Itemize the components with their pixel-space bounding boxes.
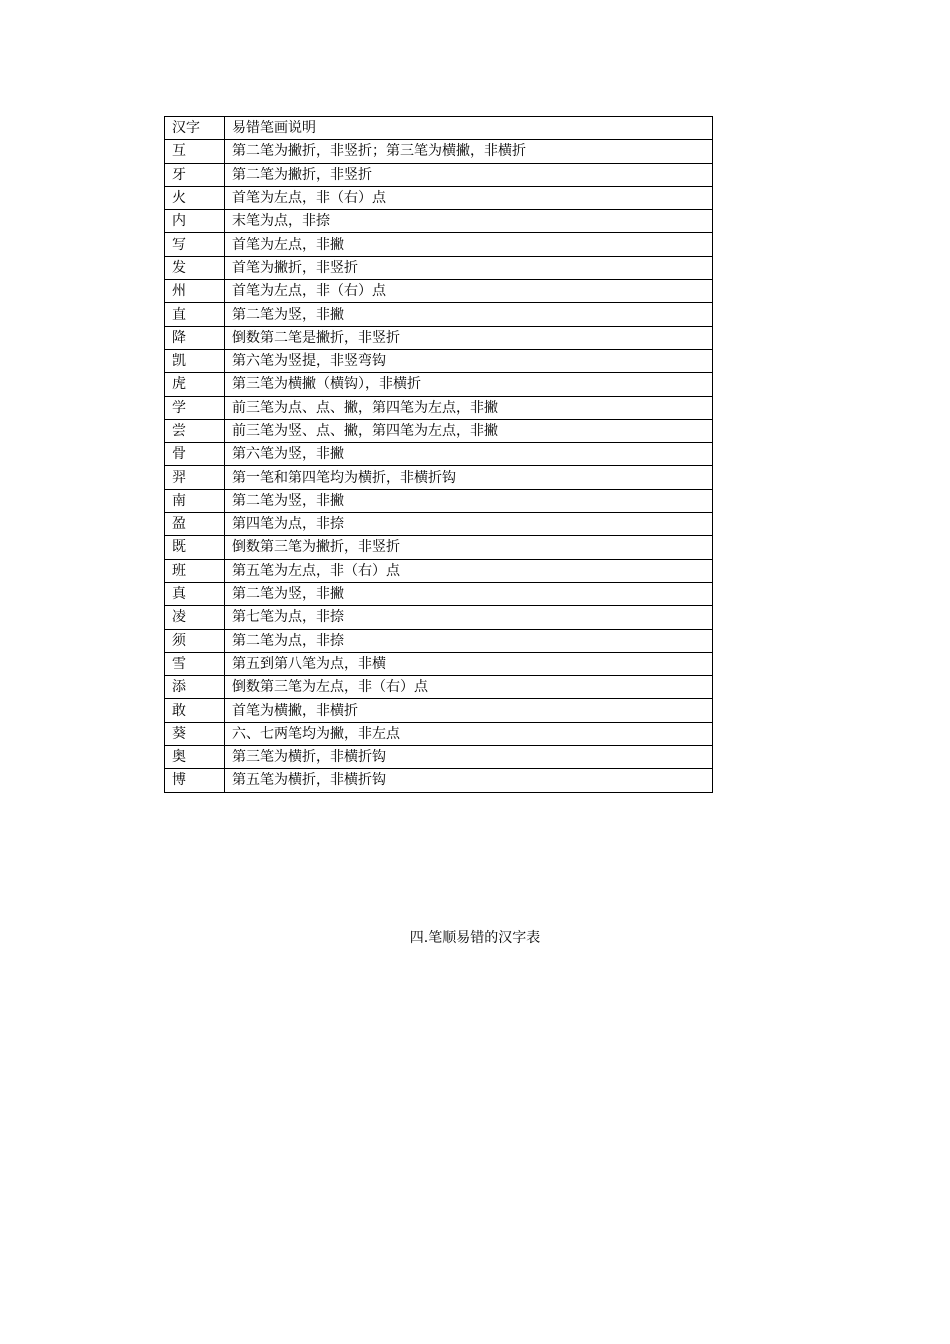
row-note: 倒数第三笔为撇折，非竖折 <box>225 536 713 559</box>
row-note: 前三笔为竖、点、撇，第四笔为左点，非撇 <box>225 419 713 442</box>
row-note: 第三笔为横撇（横钩），非横折 <box>225 373 713 396</box>
row-note: 第二笔为撇折，非竖折；第三笔为横撇，非横折 <box>225 140 713 163</box>
row-note: 第六笔为竖提，非竖弯钩 <box>225 349 713 372</box>
row-note: 倒数第三笔为左点，非（右）点 <box>225 676 713 699</box>
row-character: 发 <box>165 256 225 279</box>
row-note: 末笔为点，非捺 <box>225 210 713 233</box>
row-character: 添 <box>165 676 225 699</box>
row-character: 葵 <box>165 722 225 745</box>
table-row <box>165 676 713 699</box>
row-character: 内 <box>165 210 225 233</box>
table-row <box>165 699 713 722</box>
stroke-error-table <box>164 116 713 793</box>
row-note: 首笔为左点，非（右）点 <box>225 280 713 303</box>
table-row <box>165 629 713 652</box>
row-character: 骨 <box>165 443 225 466</box>
table-row <box>165 210 713 233</box>
table-row <box>165 606 713 629</box>
table-row <box>165 769 713 792</box>
table-row <box>165 233 713 256</box>
row-character: 雪 <box>165 652 225 675</box>
row-note: 第四笔为点，非捺 <box>225 513 713 536</box>
row-character: 须 <box>165 629 225 652</box>
row-character: 虎 <box>165 373 225 396</box>
table-header-row <box>165 117 713 140</box>
table-row <box>165 396 713 419</box>
section-title: 四.笔顺易错的汉字表 <box>409 930 541 946</box>
table-row <box>165 303 713 326</box>
row-note: 首笔为撇折，非竖折 <box>225 256 713 279</box>
row-character: 尝 <box>165 419 225 442</box>
row-note: 第二笔为竖，非撇 <box>225 582 713 605</box>
row-note: 首笔为左点，非（右）点 <box>225 186 713 209</box>
table-row <box>165 140 713 163</box>
table-row <box>165 280 713 303</box>
row-note: 第一笔和第四笔均为横折，非横折钩 <box>225 466 713 489</box>
row-note: 第七笔为点，非捺 <box>225 606 713 629</box>
table-row <box>165 373 713 396</box>
table-row <box>165 722 713 745</box>
row-character: 火 <box>165 186 225 209</box>
row-character: 奥 <box>165 746 225 769</box>
row-note: 首笔为左点，非撇 <box>225 233 713 256</box>
row-character: 直 <box>165 303 225 326</box>
table-row <box>165 489 713 512</box>
row-note: 第二笔为竖，非撇 <box>225 303 713 326</box>
row-note: 第二笔为竖，非撇 <box>225 489 713 512</box>
table-row <box>165 746 713 769</box>
row-character: 南 <box>165 489 225 512</box>
row-character: 写 <box>165 233 225 256</box>
row-character: 凯 <box>165 349 225 372</box>
row-note: 六、七两笔均为撇，非左点 <box>225 722 713 745</box>
table-row <box>165 466 713 489</box>
row-note: 第五笔为横折，非横折钩 <box>225 769 713 792</box>
row-character: 州 <box>165 280 225 303</box>
row-character: 既 <box>165 536 225 559</box>
row-note: 第二笔为撇折，非竖折 <box>225 163 713 186</box>
table-row <box>165 163 713 186</box>
row-character: 互 <box>165 140 225 163</box>
row-character: 敢 <box>165 699 225 722</box>
table-row <box>165 443 713 466</box>
table-row <box>165 513 713 536</box>
row-note: 前三笔为点、点、撇，第四笔为左点，非撇 <box>225 396 713 419</box>
table-row <box>165 582 713 605</box>
row-note: 第三笔为横折，非横折钩 <box>225 746 713 769</box>
row-character: 真 <box>165 582 225 605</box>
table-row <box>165 349 713 372</box>
row-note: 第五到第八笔为点，非横 <box>225 652 713 675</box>
row-note: 第二笔为点，非捺 <box>225 629 713 652</box>
row-character: 博 <box>165 769 225 792</box>
header-char: 汉字 <box>165 117 225 140</box>
row-character: 凌 <box>165 606 225 629</box>
row-note: 第五笔为左点，非（右）点 <box>225 559 713 582</box>
table-row <box>165 326 713 349</box>
table-row <box>165 536 713 559</box>
table-row <box>165 652 713 675</box>
table-body <box>165 140 713 792</box>
row-note: 倒数第二笔是撇折，非竖折 <box>225 326 713 349</box>
header-note: 易错笔画说明 <box>225 117 713 140</box>
row-character: 学 <box>165 396 225 419</box>
table-row <box>165 186 713 209</box>
table-row <box>165 559 713 582</box>
row-note: 首笔为横撇，非横折 <box>225 699 713 722</box>
row-character: 羿 <box>165 466 225 489</box>
row-character: 降 <box>165 326 225 349</box>
row-note: 第六笔为竖，非撇 <box>225 443 713 466</box>
table-row <box>165 256 713 279</box>
row-character: 盈 <box>165 513 225 536</box>
row-character: 班 <box>165 559 225 582</box>
row-character: 牙 <box>165 163 225 186</box>
table-row <box>165 419 713 442</box>
